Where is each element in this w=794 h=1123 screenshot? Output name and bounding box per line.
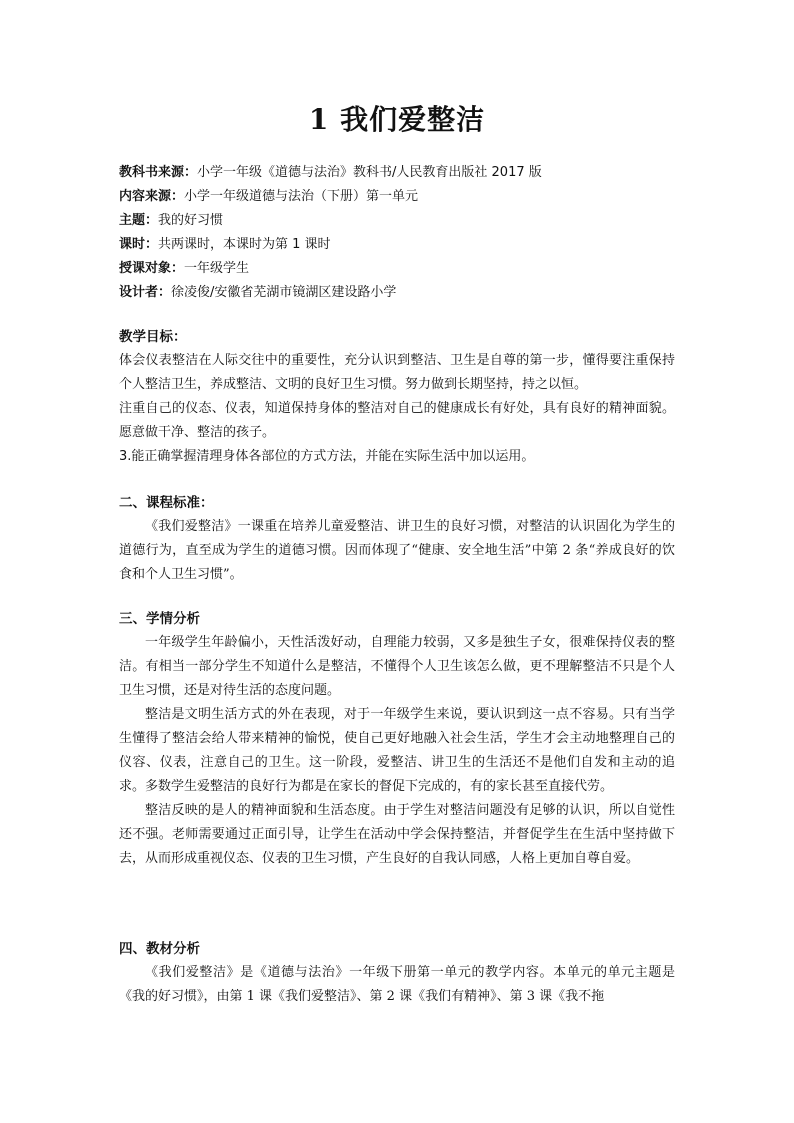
goal-paragraph-1: 体会仪表整洁在人际交往中的重要性，充分认识到整洁、卫生是自尊的第一步，懂得要注重保持个人整洁卫生，养成整洁、文明的良好卫生习惯。努力做到长期坚持，持之以恒。 [119, 353, 675, 392]
meta-designer [119, 281, 679, 305]
section-heading: 四、教材分析 [119, 941, 200, 957]
meta-value: 小学一年级道德与法治（下册）第一单元 [184, 189, 419, 204]
document-title: 1 我们爱整洁 [308, 103, 486, 136]
section-material-analysis [119, 937, 675, 1009]
standards-paragraph: 《我们爱整洁》一课重在培养儿童爱整洁、讲卫生的良好习惯，对整洁的认识固化为学生的道德行为，直至成为学生的道德习惯。因而体现了“健康、安全地生活”中第 2 条“养成良好的饮食和个人卫生习惯”。 [119, 519, 675, 582]
section-heading: 二、课程标准： [119, 495, 214, 511]
material-paragraph: 《我们爱整洁》是《道德与法治》一年级下册第一单元的教学内容。本单元的单元主题是《我的好习惯》，由第 1 课《我们爱整洁》、第 2 课《我们有精神》、第 3 课《我不拖 [119, 965, 675, 1004]
meta-lessons [119, 233, 679, 257]
section-teaching-goals [119, 325, 675, 469]
meta-value: 小学一年级《道德与法治》教科书/人民教育出版社 2017 版 [197, 165, 542, 180]
meta-key: 设计者： [119, 285, 172, 300]
meta-key: 主题： [119, 213, 159, 228]
learner-paragraph-2: 整洁是文明生活方式的外在表现，对于一年级学生来说，要认识到这一点不容易。只有当学生懂得了整洁会给人带来精神的愉悦，使自己更好地融入社会生活，学生才会主动地整理自己的仪容、仪表，注意自己的卫生。这一阶段，爱整洁、讲卫生的生活还不是他们自发和主动的追求。多数学生爱整洁的良好行为都是在家长的督促下完成的，有的家长甚至直接代劳。 [119, 707, 675, 794]
meta-value: 一年级学生 [184, 261, 250, 276]
section-heading: 三、学情分析 [119, 611, 200, 627]
goal-paragraph-2: 注重自己的仪态、仪表，知道保持身体的整洁对自己的健康成长有好处，具有良好的精神面貌。愿意做干净、整洁的孩子。 [119, 401, 675, 440]
meta-value: 徐凌俊/安徽省芜湖市镜湖区建设路小学 [171, 285, 397, 300]
goal-paragraph-3: 3.能正确掌握清理身体各部位的方式方法，并能在实际生活中加以运用。 [119, 449, 535, 464]
meta-audience [119, 257, 679, 281]
meta-key: 授课对象： [119, 261, 185, 276]
meta-key: 课时： [119, 237, 159, 252]
meta-value: 我的好习惯 [158, 213, 224, 228]
meta-textbook-source [119, 161, 679, 185]
meta-block [119, 161, 679, 305]
meta-key: 教科书来源： [119, 165, 198, 180]
meta-content-source [119, 185, 679, 209]
meta-theme [119, 209, 679, 233]
section-curriculum-standards [119, 491, 675, 587]
section-learner-analysis [119, 607, 675, 871]
meta-key: 内容来源： [119, 189, 185, 204]
learner-paragraph-1: 一年级学生年龄偏小，天性活泼好动，自理能力较弱，又多是独生子女，很难保持仪表的整洁。有相当一部分学生不知道什么是整洁，不懂得个人卫生该怎么做，更不理解整洁不只是个人卫生习惯，还是对待生活的态度问题。 [119, 635, 675, 698]
learner-paragraph-3: 整洁反映的是人的精神面貌和生活态度。由于学生对整洁问题没有足够的认识，所以自觉性还不强。老师需要通过正面引导，让学生在活动中学会保持整洁，并督促学生在生活中坚持做下去，从而形成重视仪态、仪表的卫生习惯，产生良好的自我认同感，人格上更加自尊自爱。 [119, 803, 675, 866]
meta-value: 共两课时，本课时为第 1 课时 [158, 237, 331, 252]
section-heading: 教学目标： [119, 329, 187, 345]
